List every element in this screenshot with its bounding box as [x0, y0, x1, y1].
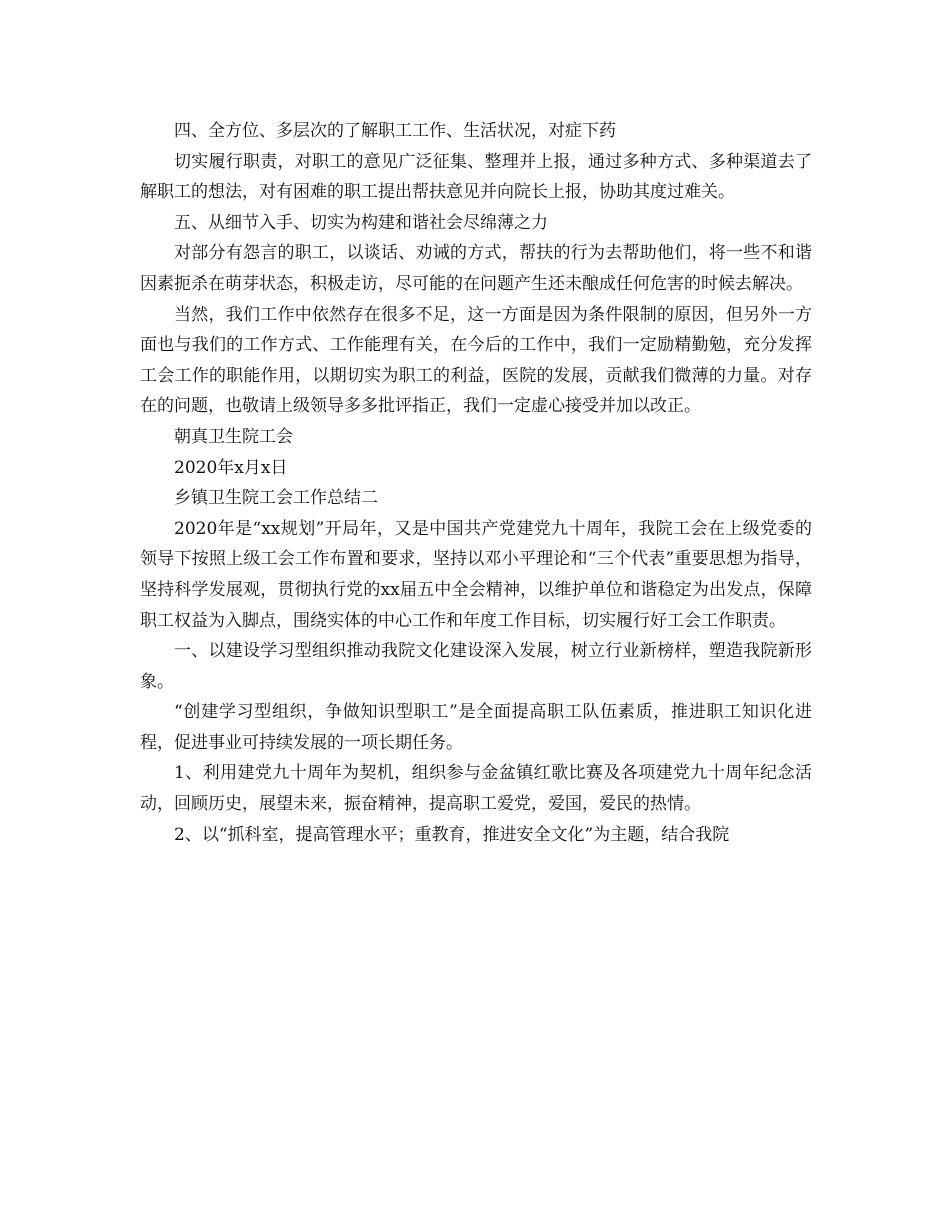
section-heading-1: 一、以建设学习型组织推动我院文化建设深入发展，树立行业新榜样，塑造我院新形象。	[140, 641, 812, 692]
section-heading-4: 四、全方位、多层次的了解职工工作、生活状况，对症下药	[174, 121, 616, 141]
document-body	[140, 116, 812, 850]
list-item: 2、以“抓科室，提高管理水平；重教育，推进安全文化”为主题，结合我院	[174, 824, 730, 845]
paragraph: 当然，我们工作中依然存在很多不足，这一方面是因为条件限制的原因，但另外一方面也与我们的工作方式、工作能理有关，在今后的工作中，我们一定励精勤勉，充分发挥工会工作的职能作用，以期切实为职工的利益，医院的发展，贡献我们微薄的力量。对存在的问题，也敬请上级领导多多批评指正，我们一定虚心接受并加以改正。	[140, 304, 812, 417]
document-title: 乡镇卫生院工会工作总结二	[174, 488, 378, 509]
signature-organization: 朝真卫生院工会	[174, 426, 293, 447]
paragraph: “创建学习型组织，争做知识型职工”是全面提高职工队伍素质，推进职工知识化进程，促进事业可持续发展的一项长期任务。	[140, 702, 812, 753]
list-item: 1、利用建党九十周年为契机，组织参与金盆镇红歌比赛及各项建党九十周年纪念活动，回顾历史，展望未来，振奋精神，提高职工爱党，爱国，爱民的热情。	[140, 763, 812, 815]
paragraph: 2020年是“xx规划”开局年，又是中国共产党建党九十周年，我院工会在上级党委的领导下按照上级工会工作布置和要求，坚持以邓小平理论和“三个代表”重要思想为指导，坚持科学发展观，贯彻执行党的xx届五中全会精神，以维护单位和谐稳定为出发点，保障职工权益为入脚点，围绕实体的中心工作和年度工作目标，切实履行好工会工作职责。	[140, 518, 812, 631]
paragraph: 对部分有怨言的职工，以谈话、劝诫的方式，帮扶的行为去帮助他们，将一些不和谐因素扼杀在萌芽状态，积极走访，尽可能的在问题产生还未酿成任何危害的时候去解决。	[140, 243, 812, 294]
section-heading-5: 五、从细节入手、切实为构建和谐社会尽绵薄之力	[174, 212, 548, 233]
signature-date: 2020年x月x日	[174, 457, 288, 478]
paragraph: 切实履行职责，对职工的意见广泛征集、整理并上报，通过多种方式、多种渠道去了解职工的想法，对有困难的职工提出帮扶意见并向院长上报，协助其度过难关。	[140, 151, 812, 203]
